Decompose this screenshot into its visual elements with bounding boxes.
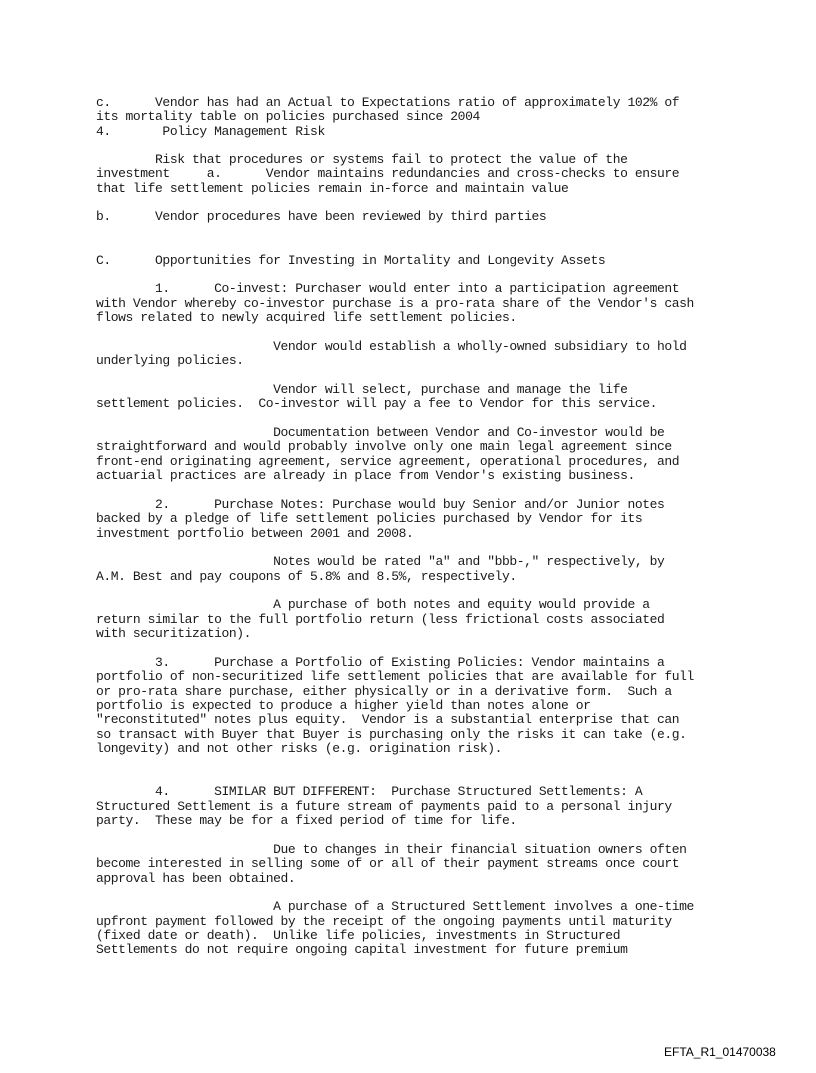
text-line: 4. SIMILAR BUT DIFFERENT: Purchase Structured Settlements: A [96,784,643,799]
text-line: become interested in selling some of or all of their payment streams once court [96,856,680,871]
text-line: A purchase of a Structured Settlement involves a one-time [96,899,694,914]
text-line: c. Vendor has had an Actual to Expectations ratio of approximately 102% of [96,95,680,110]
section-heading: 4. Policy Management Risk [96,124,325,139]
text-line: A purchase of both notes and equity would provide a [96,597,650,612]
text-line: portfolio is expected to produce a higher yield than notes alone or [96,698,591,713]
text-line: b. Vendor procedures have been reviewed by third parties [96,209,547,224]
text-line: or pro-rata share purchase, either physically or in a derivative form. Such a [96,684,672,699]
text-line: so transact with Buyer that Buyer is purchasing only the risks it can take (e.g. [96,727,687,742]
text-line: Vendor will select, purchase and manage the life [96,382,628,397]
text-line: "reconstituted" notes plus equity. Vendor is a substantial enterprise that can [96,712,680,727]
text-line: 3. Purchase a Portfolio of Existing Policies: Vendor maintains a [96,655,665,670]
text-line: Due to changes in their financial situation owners often [96,842,687,857]
text-line: (fixed date or death). Unlike life policies, investments in Structured [96,928,621,943]
text-line: Documentation between Vendor and Co-investor would be [96,425,665,440]
section-heading: C. Opportunities for Investing in Mortality and Longevity Assets [96,253,606,268]
text-line: underlying policies. [96,353,244,368]
text-line: Notes would be rated "a" and "bbb-," respectively, by [96,554,665,569]
text-line: straightforward and would probably involve only one main legal agreement since [96,439,672,454]
text-line: Settlements do not require ongoing capital investment for future premium [96,942,628,957]
text-line: Structured Settlement is a future stream of payments paid to a personal injury [96,799,672,814]
text-line: its mortality table on policies purchased since 2004 [96,109,480,124]
text-line: approval has been obtained. [96,871,296,886]
text-line: actuarial practices are already in place from Vendor's existing business. [96,468,635,483]
text-line: settlement policies. Co-investor will pay a fee to Vendor for this service. [96,396,657,411]
text-line: Risk that procedures or systems fail to protect the value of the [96,152,628,167]
text-line: return similar to the full portfolio return (less frictional costs associated [96,612,665,627]
text-line: front-end originating agreement, service agreement, operational procedures, and [96,454,680,469]
text-line: with securitization). [96,626,252,641]
document-id-footer: EFTA_R1_01470038 [664,1045,776,1059]
text-line: 1. Co-invest: Purchaser would enter into a participation agreement [96,281,680,296]
text-line: that life settlement policies remain in-force and maintain value [96,181,569,196]
text-line: A.M. Best and pay coupons of 5.8% and 8.5%, respectively. [96,569,517,584]
text-line: Vendor would establish a wholly-owned subsidiary to hold [96,339,687,354]
text-line: investment a. Vendor maintains redundancies and cross-checks to ensure [96,166,680,181]
text-line: 2. Purchase Notes: Purchase would buy Senior and/or Junior notes [96,497,665,512]
text-line: party. These may be for a fixed period of time for life. [96,813,517,828]
text-line: investment portfolio between 2001 and 2008. [96,526,414,541]
text-line: upfront payment followed by the receipt of the ongoing payments until maturity [96,914,672,929]
text-line: flows related to newly acquired life settlement policies. [96,310,517,325]
text-line: backed by a pledge of life settlement policies purchased by Vendor for its [96,511,643,526]
text-line: with Vendor whereby co-investor purchase is a pro-rata share of the Vendor's cash [96,296,694,311]
text-line: portfolio of non-securitized life settlement policies that are available for full [96,669,694,684]
text-line: longevity) and not other risks (e.g. origination risk). [96,741,502,756]
